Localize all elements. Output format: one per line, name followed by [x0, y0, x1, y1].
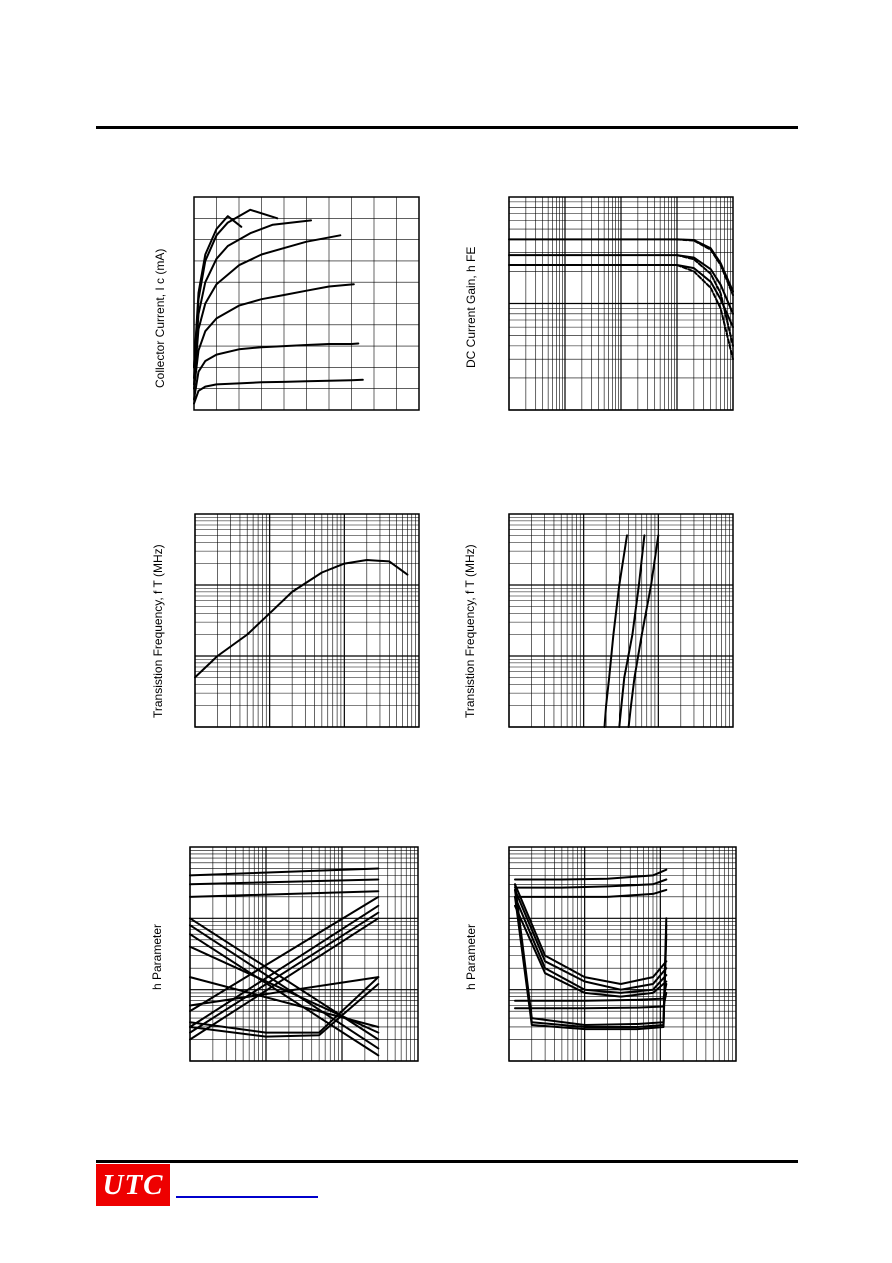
- chart5-y-axis-label: h Parameter: [150, 923, 164, 990]
- plot-frame: [509, 514, 733, 727]
- series-line-3: [194, 284, 354, 388]
- series-line-2: [194, 344, 358, 400]
- grid: [509, 514, 733, 727]
- chart6-y-axis-label: h Parameter: [464, 923, 478, 990]
- footer-rule: [96, 1160, 798, 1163]
- grid: [194, 197, 419, 410]
- chart5: [190, 847, 418, 1061]
- grid: [509, 197, 733, 410]
- plot-frame: [195, 514, 419, 727]
- grid: [195, 514, 419, 727]
- chart6: [509, 847, 736, 1061]
- header-rule: [96, 126, 798, 129]
- logo-text: UTC: [102, 1168, 164, 1201]
- chart2-y-axis-label: DC Current Gain, h FE: [464, 246, 478, 368]
- series-line-1: [190, 869, 378, 876]
- series-line-9: [190, 913, 378, 1033]
- series-line-4: [194, 235, 340, 384]
- series-line-3: [190, 891, 378, 897]
- footer-link[interactable]: [176, 1196, 318, 1198]
- chart4-y-axis-label: Transistion Frequency, f T (MHz): [463, 544, 477, 718]
- chart4: [509, 514, 733, 727]
- chart3-y-axis-label: Transistion Frequency, f T (MHz): [151, 544, 165, 718]
- series-line-6: [194, 210, 277, 368]
- series-line-5: [194, 220, 311, 378]
- utc-logo: [96, 1164, 170, 1206]
- series-line-1: [195, 560, 407, 677]
- chart1: [194, 197, 419, 410]
- series-line-1: [194, 380, 363, 404]
- chart1-y-axis-label: Collector Current, I c (mA): [153, 248, 167, 388]
- series-line-2: [190, 880, 378, 885]
- chart2: [509, 197, 733, 410]
- chart3: [195, 514, 419, 727]
- series-line-1: [605, 535, 628, 727]
